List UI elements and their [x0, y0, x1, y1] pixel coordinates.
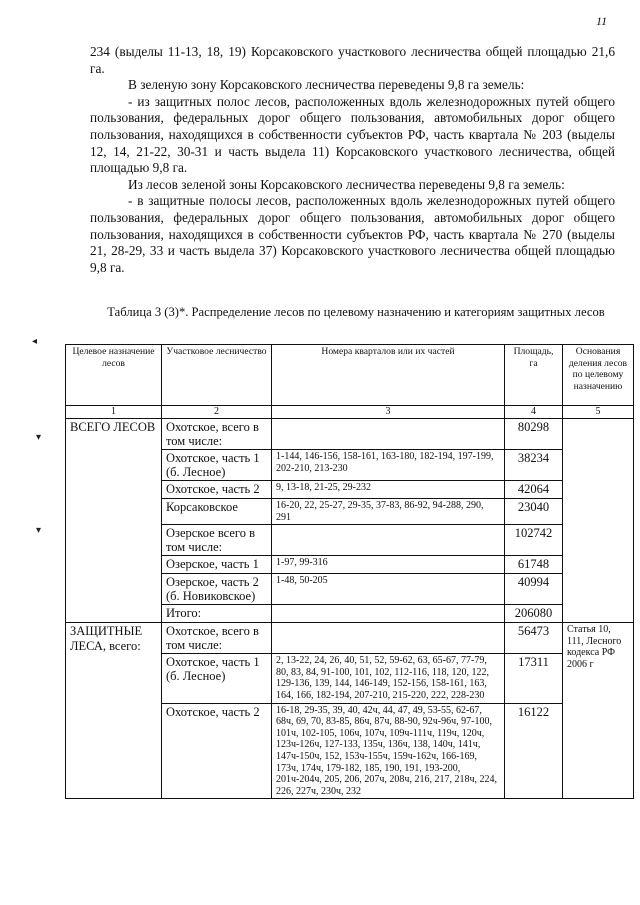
- forestry-unit: Озерское, часть 1: [162, 556, 272, 574]
- forestry-unit: Озерское всего в том числе:: [162, 525, 272, 556]
- header-area: Площадь, га: [505, 345, 563, 406]
- area-value: 102742: [505, 525, 563, 556]
- forestry-unit: Охотское, всего в том числе:: [162, 419, 272, 450]
- area-value: 17311: [505, 654, 563, 703]
- header-quarters: Номера кварталов или их частей: [272, 345, 505, 406]
- header-purpose: Целевое назначение лесов: [66, 345, 162, 406]
- quarter-numbers: 16-18, 29-35, 39, 40, 42ч, 44, 47, 49, 53-55, 62-67, 68ч, 69, 70, 83-85, 86ч, 87ч, 88-90, 92ч-96ч, 97-100, 101ч, 102-105, 106ч, 107ч, 109ч-111ч, 119ч, 120ч, 123ч-126ч, 127-133, 135ч, 136ч, 138, 140ч, 141ч, 147ч-150ч, 152, 153ч-155ч, 159ч-162ч, 166-169, 173ч, 174ч, 179-182, 185, 190, 191, 193-200, 201ч-204ч, 205, 206, 207ч, 208ч, 216, 217, 218ч, 224, 226, 227ч, 230ч, 232: [272, 703, 505, 799]
- column-number: 2: [162, 406, 272, 419]
- page-number: 11: [596, 14, 608, 28]
- forestry-unit: Охотское, часть 1 (б. Лесное): [162, 654, 272, 703]
- margin-arrow-icon: ◂: [32, 336, 38, 347]
- forestry-unit: Корсаковское: [162, 499, 272, 525]
- quarter-numbers: 9, 13-18, 21-25, 29-232: [272, 481, 505, 499]
- margin-arrow-icon: ▾: [36, 525, 42, 536]
- table-header-row: [66, 345, 634, 406]
- forest-distribution-table: [65, 344, 634, 799]
- quarter-numbers: [272, 605, 505, 623]
- quarter-numbers: 1-97, 99-316: [272, 556, 505, 574]
- paragraph: 234 (выделы 11-13, 18, 19) Корсаковского участкового лесничества общей площадью 21,6 га.: [90, 44, 615, 76]
- basis-empty: [563, 419, 634, 623]
- forestry-unit: Озерское, часть 2 (б. Новиковское): [162, 574, 272, 605]
- paragraph: - из защитных полос лесов, расположенных вдоль железнодорожных путей общего пользования, федеральных дорог общего пользования, автомобильных дорог общего пользования, находящихся в собственности субъектов РФ, часть квартала № 203 (выделы 12, 14, 21-22, 30-31 и часть выдела 11) Корсаковского участкового лесничества, общей площадью 9,8 га.: [90, 93, 615, 176]
- column-number: 3: [272, 406, 505, 419]
- quarter-numbers: [272, 623, 505, 654]
- category-all-forests: ВСЕГО ЛЕСОВ: [66, 419, 162, 623]
- area-value: 61748: [505, 556, 563, 574]
- quarter-numbers: 2, 13-22, 24, 26, 40, 51, 52, 59-62, 63, 65-67, 77-79, 80, 83, 84, 91-100, 101, 102, 112-116, 118, 120, 122, 129-136, 139, 144, 146-149, 152-156, 158-161, 163, 164, 166, 182-194, 207-210, 215-220, 222, 228-230: [272, 654, 505, 703]
- column-number: 4: [505, 406, 563, 419]
- area-value: 42064: [505, 481, 563, 499]
- column-number-row: [66, 406, 634, 419]
- header-unit: Участковое лесничество: [162, 345, 272, 406]
- header-basis: Основания деления лесов по целевому назначению: [563, 345, 634, 406]
- paragraph: Из лесов зеленой зоны Корсаковского лесничества переведены 9,8 га земель:: [128, 176, 565, 192]
- quarter-numbers: [272, 419, 505, 450]
- quarter-numbers: 1-144, 146-156, 158-161, 163-180, 182-194, 197-199, 202-210, 213-230: [272, 450, 505, 481]
- area-value: 56473: [505, 623, 563, 654]
- division-basis: Статья 10, 111, Лесного кодекса РФ 2006 г: [563, 623, 634, 799]
- quarter-numbers: [272, 525, 505, 556]
- paragraph: В зеленую зону Корсаковского лесничества переведены 9,8 га земель:: [128, 77, 525, 93]
- total-area: 206080: [505, 605, 563, 623]
- area-value: 23040: [505, 499, 563, 525]
- forestry-unit: Охотское, всего в том числе:: [162, 623, 272, 654]
- body-text: [90, 44, 615, 276]
- area-value: 38234: [505, 450, 563, 481]
- column-number: 5: [563, 406, 634, 419]
- forestry-unit: Охотское, часть 2: [162, 703, 272, 799]
- column-number: 1: [66, 406, 162, 419]
- paragraph: - в защитные полосы лесов, расположенных вдоль железнодорожных путей общего пользования, федеральных дорог общего пользования, автомобильных дорог общего пользования, находящихся в собственности субъектов РФ, часть квартала № 270 (выделы 21, 28-29, 33 и часть выдела 37) Корсаковского участкового лесничества общей площадью 9,8 га.: [90, 193, 615, 275]
- table-caption: Таблица 3 (3)*. Распределение лесов по целевому назначению и категориям защитных лесов: [107, 305, 605, 319]
- area-value: 16122: [505, 703, 563, 799]
- area-value: 80298: [505, 419, 563, 450]
- forestry-unit: Охотское, часть 2: [162, 481, 272, 499]
- quarter-numbers: 1-48, 50-205: [272, 574, 505, 605]
- quarter-numbers: 16-20, 22, 25-27, 29-35, 37-83, 86-92, 94-288, 290, 291: [272, 499, 505, 525]
- forestry-unit: Охотское, часть 1 (б. Лесное): [162, 450, 272, 481]
- category-protective-forests: ЗАЩИТНЫЕ ЛЕСА, всего:: [66, 623, 162, 799]
- table-row: [66, 623, 634, 654]
- area-value: 40994: [505, 574, 563, 605]
- table-row: [66, 419, 634, 450]
- margin-arrow-icon: ▾: [36, 432, 42, 443]
- total-label: Итого:: [162, 605, 272, 623]
